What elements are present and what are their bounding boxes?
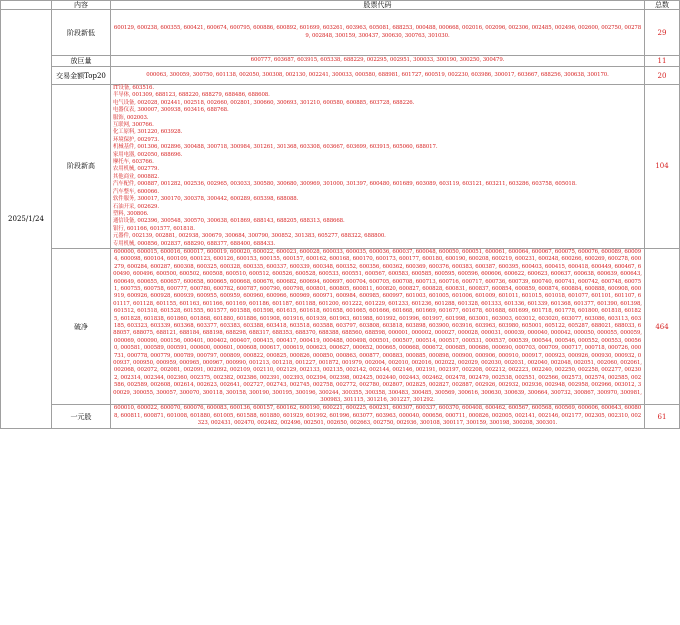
sector-codes: 002003. — [125, 114, 149, 121]
row-label-top20-amount: 交易金额Top20 — [52, 67, 111, 85]
row-broken-net — [1, 248, 680, 405]
sector-name: 家用电器, — [113, 151, 136, 158]
sector-name: 环境保护, — [113, 136, 136, 143]
row-new-low — [1, 10, 680, 56]
sector-line — [113, 92, 642, 99]
codes-new-low: 600129, 600238, 600355, 600421, 600674, 600795, 600886, 600892, 601699, 603261, 603963, 605081, 688253, 000488, 000668, 002016, 002096, 002306, 002485, 002496, 002600, 002750, 002789, 002848, 300159, 300437, 300630, 300763, 301030. — [111, 10, 645, 56]
header-row — [1, 1, 680, 10]
codes-new-high — [111, 85, 645, 249]
sector-codes: 002396, 300548, 300570, 300638, 601869, 688143, 688205, 688313, 688668. — [135, 218, 345, 225]
sector-name: 汽车整车, — [113, 188, 136, 195]
sector-codes: 603516. — [130, 85, 154, 91]
sector-name: 银行, — [113, 225, 126, 232]
row-label-huge-volume: 放巨量 — [52, 56, 111, 67]
sector-codes: 300007, 300938, 603416, 688768. — [135, 107, 229, 114]
header-codes: 股票代码 — [111, 1, 645, 10]
sector-line — [113, 122, 642, 129]
sector-line — [113, 226, 642, 233]
sector-name: 其他商业, — [113, 173, 136, 180]
sector-name: 石油开采, — [113, 203, 136, 210]
sector-name: 电器仪表, — [113, 107, 136, 114]
sector-name: 通信设备, — [113, 218, 136, 225]
codes-one-yuan: 600010, 600022, 600070, 600076, 600083, 600136, 600157, 600162, 600190, 600221, 600225, 600231, 600307, 600337, 600370, 600408, 600462, 600567, 600568, 600569, 600606, 600643, 600808, 600811, 600871, 601008, 601880, 601005, 601588, 601880, 601929, 601992, 601996, 603077, 603963, 000040, 000656, 000711, 000826, 002005, 002141, 002146, 002177, 002305, 002310, 002323, 002431, 002470, 002482, 002496, 002501, 002650, 002663, 002750, 002936, 300108, 300117, 300159, 300198, 300208, 300301. — [111, 405, 645, 428]
sector-line — [113, 107, 642, 114]
sector-line — [113, 144, 642, 151]
sector-line — [113, 218, 642, 225]
sector-codes: 300017, 300170, 300378, 300442, 600289, 605398, 688088. — [135, 196, 299, 203]
header-content: 内容 — [52, 1, 111, 10]
sector-codes: 600066. — [135, 188, 159, 195]
sector-name: IT设备, — [113, 85, 131, 91]
sector-codes: 001306, 002896, 300488, 300718, 300984, 301261, 301368, 603308, 603667, 603699, 603915, 605060, 688017. — [135, 144, 438, 151]
sector-codes: 000887, 001282, 002536, 002965, 003033, 300580, 300680, 300969, 301000, 301397, 600480, 601689, 603089, 603119, 603121, 603211, 603286, 603758, 605018. — [135, 181, 577, 188]
sector-line — [113, 152, 642, 159]
total-top20-amount: 20 — [645, 67, 680, 85]
sector-codes: 002028, 002441, 002518, 002660, 002801, 300660, 300693, 301210, 600580, 600885, 603728, 688226. — [135, 99, 415, 106]
sector-name: 互联网, — [113, 122, 131, 129]
total-huge-volume: 11 — [645, 56, 680, 67]
codes-broken-net: 600000, 600015, 600016, 600017, 600019, 600020, 600022, 600023, 600028, 600033, 600035, 600036, 600037, 600048, 600050, 600051, 600061, 600064, 600067, 600075, 600076, 600089, 600094, 600098, 600104, 600109, 600123, 600126, 600153, 600155, 600157, 600162, 600168, 600170, 600173, 600177, 600180, 600190, 600208, 600219, 600231, 600248, 600266, 600269, 600278, 600279, 600284, 600287, 600308, 600325, 600328, 600335, 600337, 600339, 600348, 600352, 600356, 600362, 600369, 600376, 600383, 600387, 600395, 600403, 600415, 600418, 600449, 600467, 600490, 600496, 600500, 600502, 600508, 600510, 600512, 600526, 600528, 600533, 600551, 600567, 600583, 600585, 600595, 600596, 600606, 600622, 600623, 600637, 600638, 600639, 600643, 600649, 600655, 600657, 600658, 600665, 600668, 600676, 600682, 600694, 600697, 600704, 600705, 600708, 600713, 600716, 600717, 600736, 600739, 600740, 600741, 600742, 600748, 600751, 600755, 600758, 600777, 600780, 600782, 600787, 600790, 600798, 600801, 600805, 600811, 600820, 600827, 600828, 600831, 600837, 600854, 600859, 600874, 600884, 600888, 600908, 600919, 600926, 600928, 600939, 600955, 600959, 600960, 600966, 600969, 600971, 600984, 600985, 600997, 601003, 601005, 601006, 601009, 601011, 601015, 601018, 601077, 601101, 601107, 601117, 601128, 601155, 601163, 601166, 601169, 601186, 601187, 601188, 601200, 601222, 601229, 601233, 601236, 601288, 601328, 601333, 601336, 601339, 601368, 601377, 601390, 601398, 601512, 601518, 601528, 601555, 601577, 601588, 601598, 601615, 601618, 601658, 601665, 601666, 601668, 601669, 601677, 601678, 601688, 601699, 601718, 601778, 601800, 601818, 601825, 601828, 601838, 601860, 601868, 601880, 601886, 601908, 601916, 601939, 601963, 601988, 601992, 601996, 601997, 601998, 603001, 603003, 603012, 603020, 603077, 603086, 603113, 603185, 603323, 603339, 603368, 603377, 603383, 603388, 603418, 603518, 603588, 603797, 603808, 603818, 603898, 603900, 603916, 603963, 603980, 605001, 605122, 605287, 688021, 688033, 688057, 688075, 688121, 688184, 688198, 688298, 688317, 688353, 688370, 688388, 688560, 688598, 000001, 000002, 000027, 000028, 000031, 000039, 000040, 000042, 000050, 000055, 000059, 000069, 000090, 000156, 000401, 000402, 000407, 000415, 000417, 000419, 000488, 000498, 000501, 000507, 000514, 000517, 000531, 000537, 000539, 000544, 000546, 000552, 000553, 000560, 000581, 000589, 000591, 000600, 000601, 000608, 000617, 000619, 000623, 000627, 000652, 000665, 000668, 000672, 000685, 000686, 000690, 000703, 000709, 000717, 000718, 000726, 000731, 000778, 000779, 000789, 000797, 000809, 000822, 000825, 000826, 000850, 000863, 000877, 000883, 000885, 000898, 000900, 000906, 000910, 000917, 000923, 000926, 000930, 000932, 000937, 000950, 000959, 000965, 000967, 000990, 001213, 001218, 001227, 001872, 001979, 002004, 002010, 002016, 002022, 002029, 002030, 002031, 002040, 002048, 002051, 002060, 002061, 002068, 002072, 002081, 002091, 002092, 002109, 002110, 002129, 002133, 002135, 002142, 002144, 002146, 002191, 002197, 002208, 002212, 002223, 002240, 002250, 002258, 002277, 002302, 002314, 002344, 002360, 002375, 002382, 002386, 002391, 002393, 002394, 002398, 002425, 002440, 002443, 002462, 002478, 002479, 002538, 002551, 002566, 002573, 002574, 002585, 002586, 002589, 002608, 002614, 002623, 002641, 002727, 002743, 002745, 002758, 002772, 002780, 002807, 002825, 002827, 002887, 002926, 002932, 002936, 002948, 002958, 002966, 003012, 300029, 300055, 300057, 300070, 300118, 300158, 300190, 300195, 300196, 300244, 300355, 300358, 300483, 300485, 300569, 300616, 300630, 300639, 300664, 300732, 300867, 300970, 300981, 300983, 301115, 301216, 301227, 301292. — [111, 248, 645, 405]
sector-name: 化工原料, — [113, 129, 136, 136]
row-huge-volume — [1, 56, 680, 67]
sector-codes: 002779. — [135, 166, 159, 173]
sector-codes: 000882. — [135, 173, 159, 180]
sector-line — [113, 233, 642, 240]
sector-name: 塑料, — [113, 210, 126, 217]
sector-line — [113, 129, 642, 136]
sector-codes: 002629. — [135, 203, 159, 210]
sector-name: 农用机械, — [113, 166, 136, 173]
total-broken-net: 464 — [645, 248, 680, 405]
sector-line — [113, 115, 642, 122]
header-total: 总数 — [645, 1, 680, 10]
sector-name: 半导体, — [113, 92, 131, 99]
sector-line — [113, 196, 642, 203]
row-top20-amount — [1, 67, 680, 85]
row-label-new-high: 阶段新高 — [52, 85, 111, 249]
sector-line — [113, 159, 642, 166]
header-date-cell — [1, 1, 52, 10]
sector-codes: 002050, 688696. — [135, 151, 183, 158]
sector-name: 元器件, — [113, 233, 131, 240]
sector-line — [113, 189, 642, 196]
sector-line — [113, 181, 642, 188]
codes-top20-amount: 000063, 300059, 300750, 601138, 002050, 300308, 002130, 002241, 300033, 000580, 688981, 601727, 600519, 002230, 603986, 300017, 603667, 688256, 300638, 300170. — [111, 67, 645, 85]
sector-line — [113, 241, 642, 248]
codes-huge-volume: 600777, 603687, 603915, 605338, 688229, 002295, 002951, 300033, 300190, 300250, 300479. — [111, 56, 645, 67]
date-cell: 2025/1/24 — [1, 10, 52, 429]
row-label-new-low: 阶段新低 — [52, 10, 111, 56]
sector-line — [113, 166, 642, 173]
sector-name: 电气设备, — [113, 99, 136, 106]
row-one-yuan — [1, 405, 680, 428]
sector-name: 软件服务, — [113, 196, 136, 203]
total-one-yuan: 61 — [645, 405, 680, 428]
sector-codes: 300806. — [125, 210, 149, 217]
sector-name: 服饰, — [113, 114, 126, 121]
sector-codes: 002973. — [135, 136, 159, 143]
sector-codes: 002139, 002881, 002938, 300679, 300684, 300790, 300852, 301383, 605277, 688322, 688800. — [130, 233, 386, 240]
row-label-broken-net: 破净 — [52, 248, 111, 405]
sector-name: 汽车配件, — [113, 181, 136, 188]
sector-codes: 301220, 603928. — [135, 129, 183, 136]
sector-codes: 001309, 688123, 688220, 688279, 688486, 688608. — [130, 92, 270, 99]
sector-codes: 603766. — [130, 159, 154, 166]
row-new-high — [1, 85, 680, 249]
sector-name: 摩托车, — [113, 159, 131, 166]
sector-codes: 300766. — [130, 122, 154, 129]
total-new-high: 104 — [645, 85, 680, 249]
row-label-one-yuan: 一元股 — [52, 405, 111, 428]
sector-codes: 601166, 601577, 601818. — [125, 225, 195, 232]
sector-name: 专用机械, — [113, 240, 136, 247]
sector-name: 机械基件, — [113, 144, 136, 151]
total-new-low: 29 — [645, 10, 680, 56]
sector-codes: 000856, 002837, 688290, 688377, 688400, 688433. — [135, 240, 276, 247]
sector-line — [113, 204, 642, 211]
